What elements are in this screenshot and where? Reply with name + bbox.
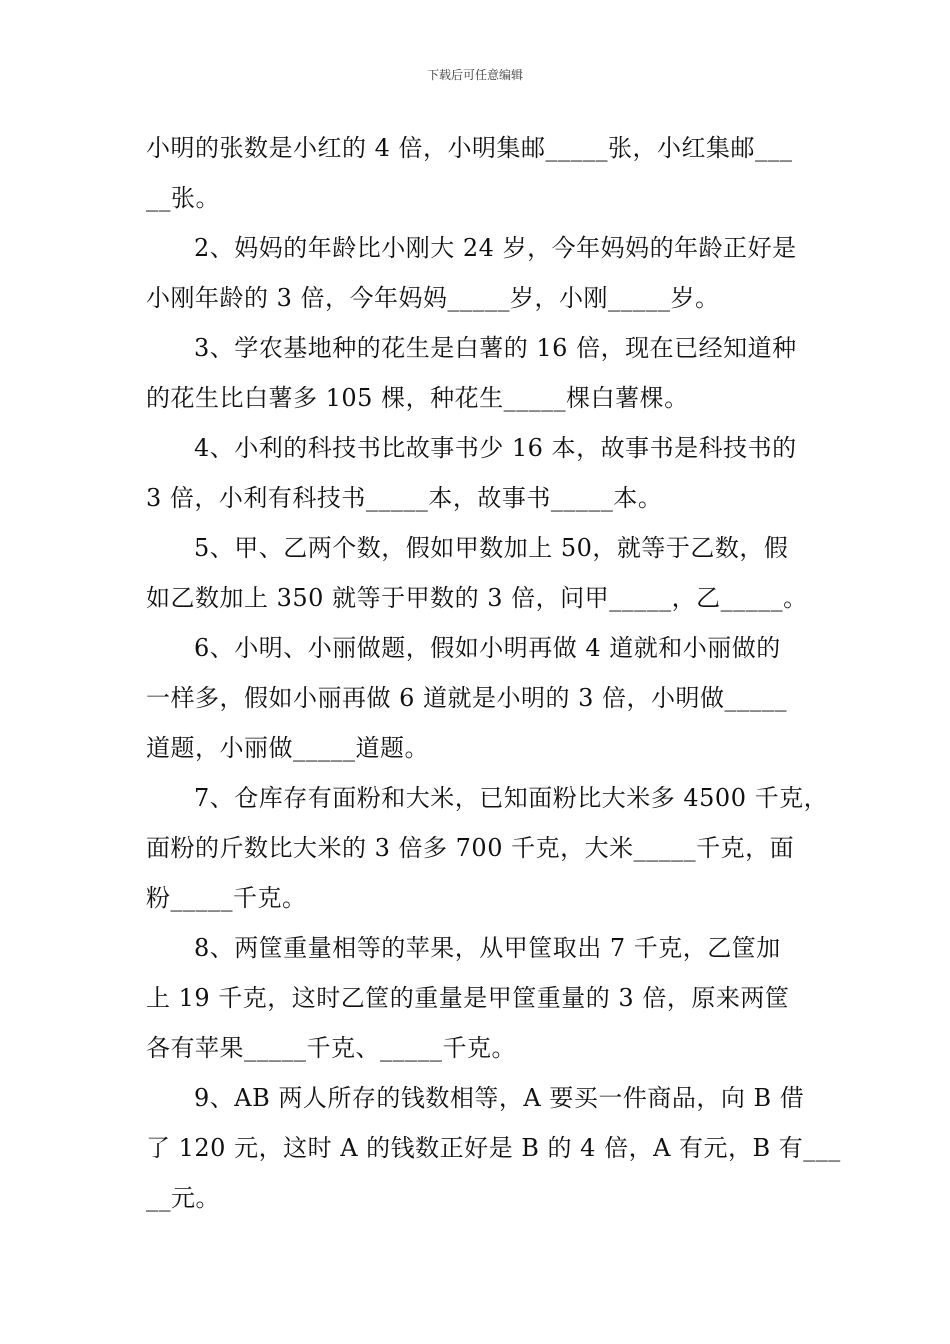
text-line: 7、仓库存有面粉和大米，已知面粉比大米多 4500 千克， [194,784,829,812]
text-line: 8、两筐重量相等的苹果，从甲筐取出 7 千克，乙筐加 [194,934,781,962]
text-line: 6、小明、小丽做题，假如小明再做 4 道就和小丽做的 [194,634,781,662]
text-line: 3、学农基地种的花生是白薯的 16 倍，现在已经知道种 [194,334,797,362]
text-line: 粉_____千克。 [146,884,307,912]
text-line: 一样多，假如小丽再做 6 道就是小明的 3 倍，小明做_____ [146,684,788,712]
text-line: 面粉的斤数比大米的 3 倍多 700 千克，大米_____千克，面 [146,834,795,862]
text-line: 9、AB 两人所存的钱数相等，A 要买一件商品，向 B 借 [194,1084,805,1112]
text-line: 道题，小丽做_____道题。 [146,734,429,762]
text-line: 了 120 元，这时 A 的钱数正好是 B 的 4 倍，A 有元，B 有___ [146,1134,841,1162]
text-line: __张。 [146,184,220,212]
text-line: 3 倍，小利有科技书_____本，故事书_____本。 [146,484,663,512]
page-header: 下载后可任意编辑 [426,68,523,82]
text-line: __元。 [146,1184,220,1212]
text-line: 5、甲、乙两个数，假如甲数加上 50，就等于乙数，假 [194,534,789,562]
text-line: 小明的张数是小红的 4 倍，小明集邮_____张，小红集邮___ [146,134,793,162]
text-line: 小刚年龄的 3 倍，今年妈妈_____岁，小刚_____岁。 [146,284,720,312]
text-line: 的花生比白薯多 105 棵，种花生_____棵白薯棵。 [146,384,689,412]
text-line: 上 19 千克，这时乙筐的重量是甲筐重量的 3 倍，原来两筐 [146,984,790,1012]
text-line: 4、小利的科技书比故事书少 16 本，故事书是科技书的 [194,434,797,462]
text-line: 各有苹果_____千克、_____千克。 [146,1034,516,1062]
text-line: 2、妈妈的年龄比小刚大 24 岁，今年妈妈的年龄正好是 [194,234,797,262]
text-line: 如乙数加上 350 就等于甲数的 3 倍，问甲_____，乙_____。 [146,584,808,612]
